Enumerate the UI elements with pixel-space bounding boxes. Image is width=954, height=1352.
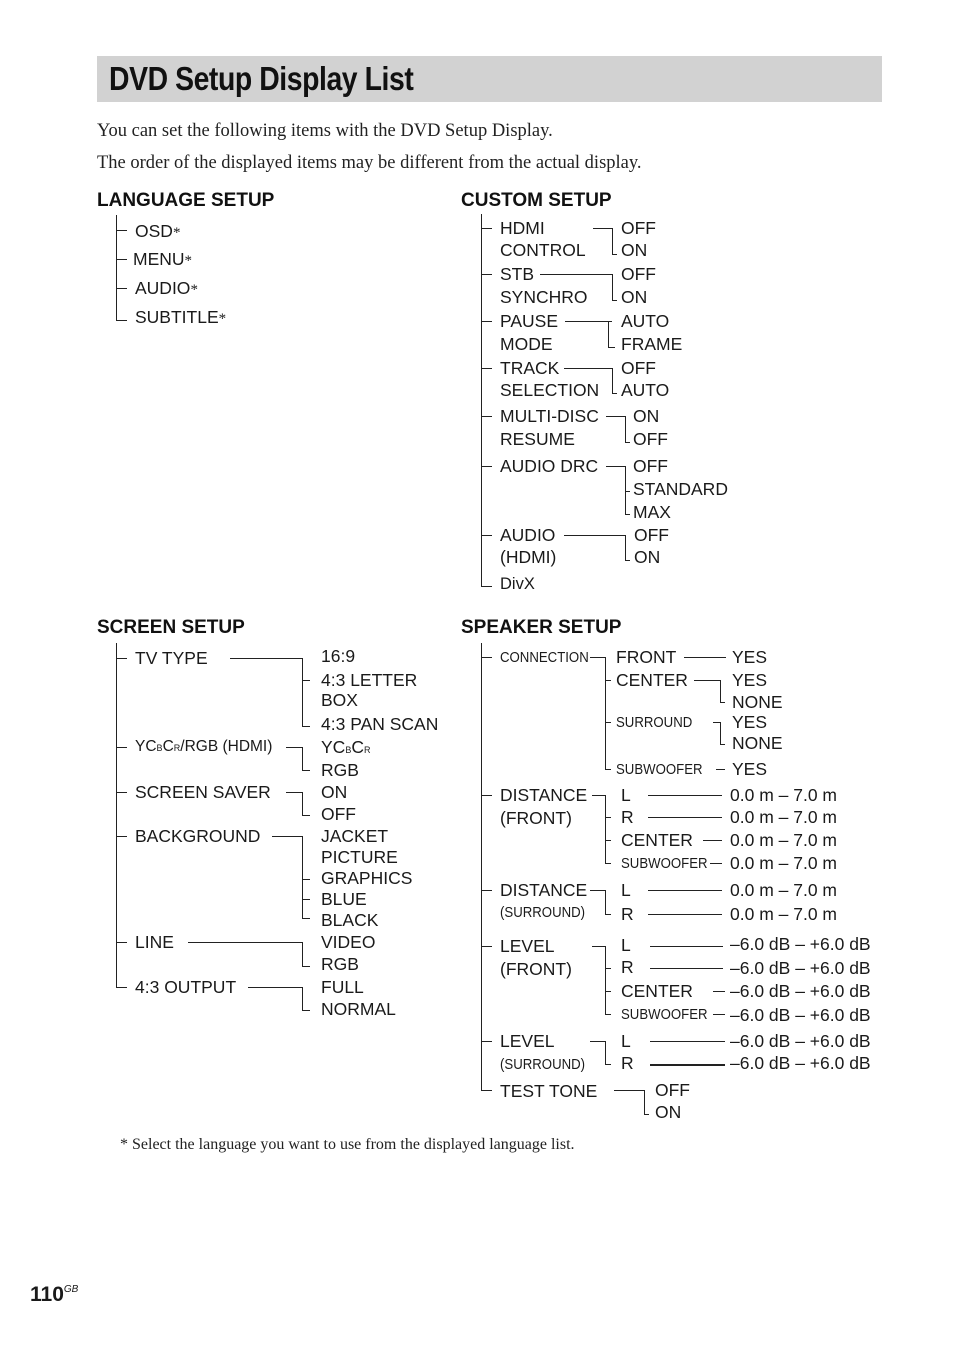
intro-line-2: The order of the displayed items may be different from the actual display. (97, 153, 642, 173)
conn-surround-opt-none[interactable]: NONE (732, 733, 783, 753)
audio-hdmi-opt-off[interactable]: OFF (634, 525, 669, 545)
test-tone-opt-off[interactable]: OFF (655, 1080, 690, 1100)
page-number: $110^{GB}$ (30, 1283, 79, 1306)
track-selection-label-2: SELECTION (500, 380, 600, 400)
distance-surround-l-range: 0.0 m – 7.0 m (730, 880, 837, 900)
distance-front-center-range: 0.0 m – 7.0 m (730, 830, 837, 850)
background-opt-black[interactable]: BLACK (321, 910, 379, 930)
audio-drc-label[interactable]: AUDIO DRC (500, 456, 599, 476)
conn-center-opt-none[interactable]: NONE (732, 692, 783, 712)
level-front-label-1[interactable]: LEVEL (500, 936, 555, 956)
background-opt-graphics[interactable]: GRAPHICS (321, 868, 413, 888)
audio-drc-opt-standard[interactable]: STANDARD (633, 479, 728, 499)
tv-type-opt-letterbox-1[interactable]: 4:3 LETTER (321, 670, 418, 690)
distance-surround-label-2: (SURROUND) (500, 904, 586, 921)
level-front-r-range: –6.0 dB – +6.0 dB (730, 958, 871, 978)
distance-surround-label-1[interactable]: DISTANCE (500, 880, 588, 900)
speaker-setup-heading: SPEAKER SETUP (461, 617, 622, 638)
conn-center-label[interactable]: CENTER (616, 670, 688, 690)
conn-surround-opt-yes[interactable]: YES (732, 712, 768, 732)
track-selection-opt-auto[interactable]: AUTO (621, 380, 670, 400)
track-selection-opt-off[interactable]: OFF (621, 358, 656, 378)
distance-front-l-range: 0.0 m – 7.0 m (730, 785, 837, 805)
conn-surround-label[interactable]: SURROUND (616, 714, 693, 731)
level-surround-label-2: (SURROUND) (500, 1056, 586, 1073)
level-surround-r[interactable]: R (621, 1053, 634, 1073)
background-opt-jacket[interactable]: JACKET (321, 826, 389, 846)
conn-front-label[interactable]: FRONT (616, 647, 677, 667)
conn-subwoofer-opt-yes[interactable]: YES (732, 759, 768, 779)
conn-subwoofer-label[interactable]: SUBWOOFER (616, 761, 703, 778)
background-label[interactable]: BACKGROUND (135, 826, 261, 846)
tv-type-opt-pan-scan[interactable]: 4:3 PAN SCAN (321, 714, 439, 734)
stb-synchro-label-1[interactable]: STB (500, 264, 535, 284)
divx-label[interactable]: DivX (500, 575, 535, 593)
screen-saver-label[interactable]: SCREEN SAVER (135, 782, 271, 802)
distance-front-label-1[interactable]: DISTANCE (500, 785, 588, 805)
language-item-subtitle[interactable]: SUBTITLE* (135, 307, 227, 327)
stb-synchro-opt-on[interactable]: ON (621, 287, 648, 307)
stb-synchro-opt-off[interactable]: OFF (621, 264, 656, 284)
background-opt-blue[interactable]: BLUE (321, 889, 367, 909)
multi-disc-opt-off[interactable]: OFF (633, 429, 668, 449)
language-item-osd[interactable]: OSD* (135, 221, 181, 241)
level-front-center[interactable]: CENTER (621, 981, 693, 1001)
level-front-subwoofer[interactable]: SUBWOOFER (621, 1006, 708, 1023)
intro-line-1: You can set the following items with the DVD Setup Display. (97, 121, 553, 141)
ycbcr-rgb-hdmi-label[interactable]: YCBCR/RGB (HDMI) (135, 738, 273, 755)
conn-front-opt-yes[interactable]: YES (732, 647, 768, 667)
distance-front-label-2: (FRONT) (500, 808, 572, 828)
distance-front-subwoofer[interactable]: SUBWOOFER (621, 855, 708, 872)
language-item-audio[interactable]: AUDIO* (135, 278, 198, 298)
tv-type-opt-letterbox-2[interactable]: BOX (321, 690, 358, 710)
level-surround-r-range: –6.0 dB – +6.0 dB (730, 1053, 871, 1073)
distance-surround-r[interactable]: R (621, 904, 634, 924)
pause-mode-label-1[interactable]: PAUSE (500, 311, 559, 331)
line-opt-video[interactable]: VIDEO (321, 932, 376, 952)
page-title: DVD Setup Display List (109, 60, 414, 97)
distance-front-r-range: 0.0 m – 7.0 m (730, 807, 837, 827)
tv-type-opt-16-9[interactable]: 16:9 (321, 646, 356, 666)
level-surround-l[interactable]: L (621, 1031, 631, 1051)
test-tone-opt-on[interactable]: ON (655, 1102, 682, 1122)
pause-mode-opt-frame[interactable]: FRAME (621, 334, 683, 354)
language-setup-heading: LANGUAGE SETUP (97, 190, 275, 211)
distance-front-r[interactable]: R (621, 807, 634, 827)
distance-front-center[interactable]: CENTER (621, 830, 693, 850)
language-item-menu[interactable]: MENU* (133, 249, 193, 269)
screen-setup-heading: SCREEN SETUP (97, 617, 245, 638)
level-front-l-range: –6.0 dB – +6.0 dB (730, 934, 871, 954)
multi-disc-opt-on[interactable]: ON (633, 406, 660, 426)
stb-synchro-label-2: SYNCHRO (500, 287, 588, 307)
distance-surround-r-range: 0.0 m – 7.0 m (730, 904, 837, 924)
line-opt-rgb[interactable]: RGB (321, 954, 359, 974)
level-surround-l-range: –6.0 dB – +6.0 dB (730, 1031, 871, 1051)
multi-disc-label-1[interactable]: MULTI-DISC (500, 406, 599, 426)
tv-type-label[interactable]: TV TYPE (135, 648, 208, 668)
output-43-opt-full[interactable]: FULL (321, 977, 364, 997)
screen-saver-opt-off[interactable]: OFF (321, 804, 356, 824)
level-front-center-range: –6.0 dB – +6.0 dB (730, 981, 871, 1001)
output-43-opt-normal[interactable]: NORMAL (321, 999, 396, 1019)
distance-front-subwoofer-range: 0.0 m – 7.0 m (730, 853, 837, 873)
connection-label[interactable]: CONNECTION (500, 649, 589, 666)
background-opt-picture[interactable]: PICTURE (321, 847, 398, 867)
audio-drc-opt-max[interactable]: MAX (633, 502, 671, 522)
title-bar (97, 56, 882, 102)
distance-surround-l[interactable]: L (621, 880, 631, 900)
level-front-label-2: (FRONT) (500, 959, 572, 979)
distance-front-l[interactable]: L (621, 785, 631, 805)
screen-saver-opt-on[interactable]: ON (321, 782, 348, 802)
multi-disc-label-2: RESUME (500, 429, 575, 449)
custom-setup-heading: CUSTOM SETUP (461, 190, 612, 211)
level-surround-label-1[interactable]: LEVEL (500, 1031, 555, 1051)
hdmi-control-label-1[interactable]: HDMI (500, 218, 545, 238)
track-selection-label-1[interactable]: TRACK (500, 358, 560, 378)
pause-mode-label-2: MODE (500, 334, 553, 354)
hdmi-control-opt-off[interactable]: OFF (621, 218, 656, 238)
test-tone-label[interactable]: TEST TONE (500, 1081, 598, 1101)
level-front-subwoofer-range: –6.0 dB – +6.0 dB (730, 1005, 871, 1025)
audio-hdmi-opt-on[interactable]: ON (634, 547, 661, 567)
hdmi-control-label-2: CONTROL (500, 240, 586, 260)
level-front-r[interactable]: R (621, 957, 634, 977)
audio-drc-opt-off[interactable]: OFF (633, 456, 668, 476)
audio-hdmi-label-1[interactable]: AUDIO (500, 525, 556, 545)
pause-mode-opt-auto[interactable]: AUTO (621, 311, 670, 331)
ycbcr-opt-rgb[interactable]: RGB (321, 760, 359, 780)
line-label[interactable]: LINE (135, 932, 174, 952)
level-front-l[interactable]: L (621, 935, 631, 955)
audio-hdmi-label-2: (HDMI) (500, 547, 557, 567)
output-43-label[interactable]: 4:3 OUTPUT (135, 977, 237, 997)
ycbcr-opt-ycbcr[interactable]: YCBCR (321, 737, 371, 757)
footnote: * Select the language you want to use from the displayed language list. (120, 1136, 575, 1153)
conn-center-opt-yes[interactable]: YES (732, 670, 768, 690)
hdmi-control-opt-on[interactable]: ON (621, 240, 648, 260)
